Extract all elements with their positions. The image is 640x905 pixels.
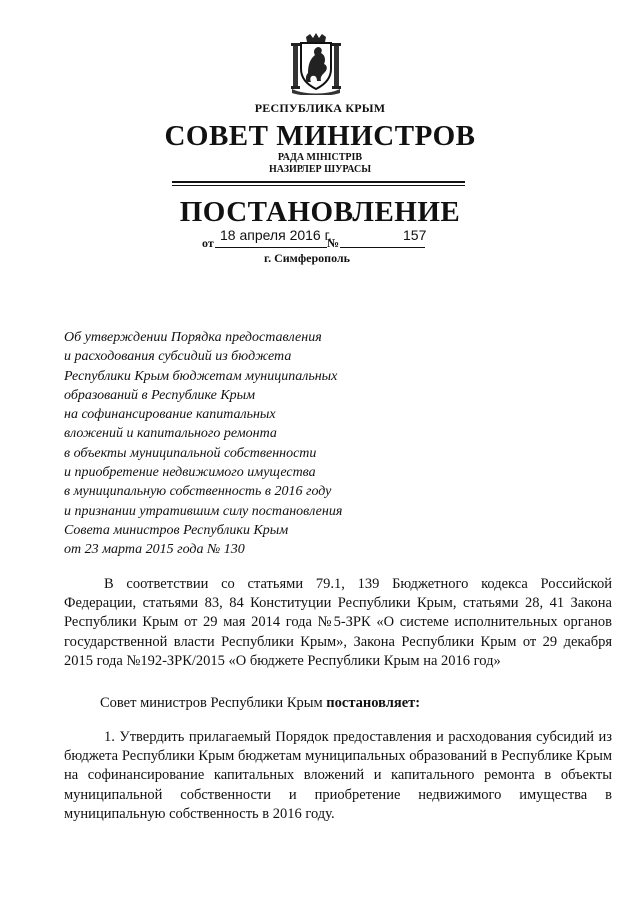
number-label: № [327, 236, 340, 250]
date-underline [215, 247, 327, 248]
council-name-ukrainian: РАДА МІНІСТРІВ [277, 152, 363, 163]
preamble-paragraph [64, 575, 612, 671]
title-line: и расходования субсидий из бюджета [64, 349, 292, 365]
title-line: Республики Крым бюджетам муниципальных [64, 368, 338, 384]
title-line: в муниципальную собственность в 2016 году [64, 484, 332, 500]
country-name: РЕСПУБЛИКА КРЫМ [254, 101, 386, 115]
resolution-verb: постановляет: [326, 695, 421, 711]
title-line: на софинансирование капитальных [64, 407, 276, 423]
resolution-text: Совет министров Республики Крым [100, 695, 327, 711]
document-number: 157 [403, 227, 427, 243]
title-line: в объекты муниципальной собственности [64, 445, 317, 461]
clause-1-text: 1. Утвердить прилагаемый Порядок предоставления и расходования субсидий из бюджета Республики Крым бюджетам муниципальных образований в Республике Крым на софинансирование капитальных вложений и капитального ремонта в объекты муниципальной собственности и приобретение недвижимого имущества в муниципальную собственность в 2016 году. [64, 729, 612, 822]
preamble-text: В соответствии со статьями 79.1, 139 Бюджетного кодекса Российской Федерации, статьями 83, 84 Конституции Республики Крым, статьями 28, 41 Закона Республики Крым от 29 мая 2014 года №5-ЗРК «О системе исполнительных органов государственной власти Республики Крым», Закона Республики Крым от 29 декабря 2015 года №192-ЗРК/2015 «О бюджете Республики Крым на 2016 год» [64, 576, 612, 669]
document-title [64, 328, 404, 560]
header-rule-thin [172, 185, 465, 186]
document-type: ПОСТАНОВЛЕНИЕ [179, 196, 461, 228]
title-line: Об утверждении Порядка предоставления [64, 330, 322, 345]
clause-1-paragraph [64, 728, 612, 824]
date-prefix: от [202, 236, 214, 250]
resolution-paragraph [64, 694, 612, 713]
title-line: от 23 марта 2015 года № 130 [64, 542, 245, 558]
number-underline [340, 247, 425, 248]
title-line: вложений и капитального ремонта [64, 426, 277, 442]
council-name-crimean-tatar: НАЗИРЛЕР ШУРАСЫ [268, 164, 372, 175]
title-line: и приобретение недвижимого имущества [64, 465, 316, 481]
title-line: и признании утратившим силу постановления [64, 503, 343, 519]
title-line: образований в Республике Крым [64, 387, 256, 403]
coat-of-arms-icon [290, 33, 342, 95]
document-city: г. Симферополь [264, 251, 350, 265]
council-name: СОВЕТ МИНИСТРОВ [164, 120, 476, 152]
document-date: 18 апреля 2016 г. [220, 227, 332, 243]
header-rule-thick [172, 181, 465, 183]
title-line: Совета министров Республики Крым [64, 522, 289, 538]
